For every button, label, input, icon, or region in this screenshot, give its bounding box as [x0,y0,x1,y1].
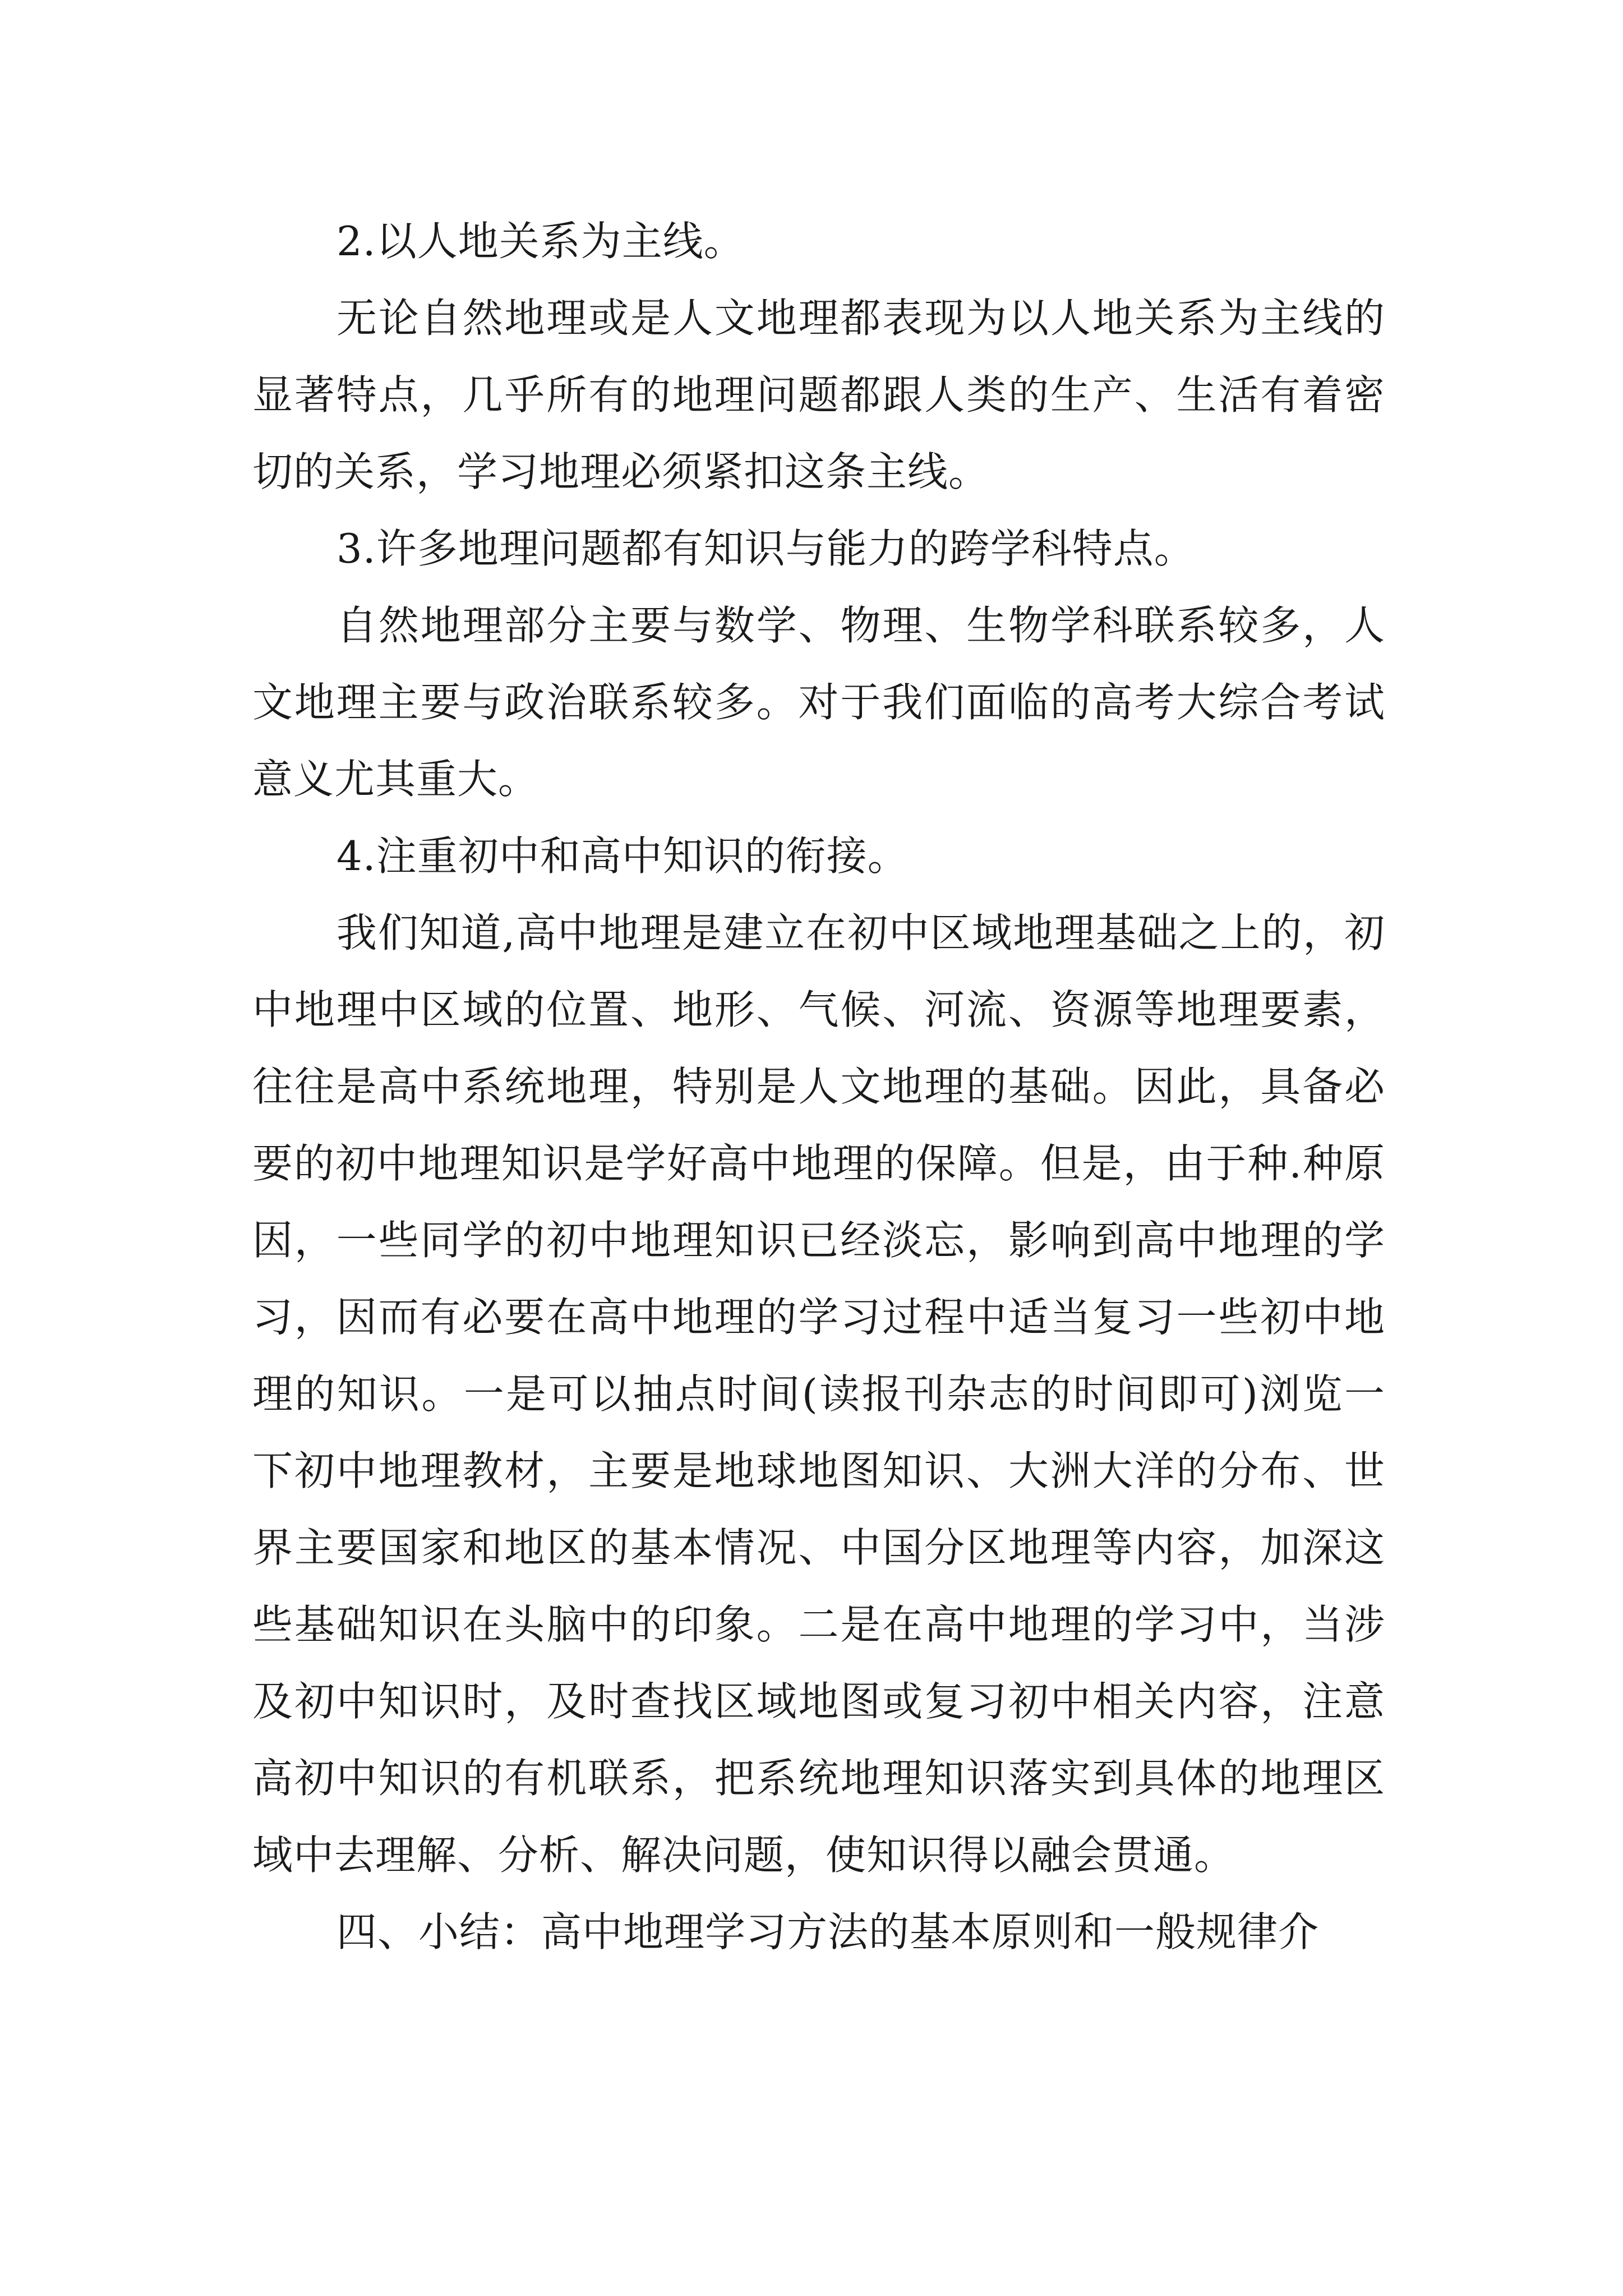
heading-summary: 四、小结：高中地理学习方法的基本原则和一般规律介 [336,1908,1320,1955]
heading-point-3: 3.许多地理问题都有知识与能力的跨学科特点。 [336,525,1195,572]
body-text [252,203,1385,1971]
paragraph-point-4: 我们知道,高中地理是建立在初中区域地理基础之上的，初中地理中区域的位置、地形、气候、河流、资源等地理要素，往往是高中系统地理，特别是人文地理的基础。因此，具备必要的初中地理知识是学好高中地理的保障。但是，由于种.种原因，一些同学的初中地理知识已经淡忘，影响到高中地理的学习，因而有必要在高中地理的学习过程中适当复习一些初中地理的知识。一是可以抽点时间(读报刊杂志的时间即可)浏览一下初中地理教材，主要是地球地图知识、大洲大洋的分布、世界主要国家和地区的基本情况、中国分区地理等内容，加深这些基础知识在头脑中的印象。二是在高中地理的学习中，当涉及初中知识时，及时查找区域地图或复习初中相关内容，注意高初中知识的有机联系，把系统地理知识落实到具体的地理区域中去理解、分析、解决问题，使知识得以融会贯通。 [252,909,1385,1879]
heading-point-4: 4.注重初中和高中知识的衔接。 [336,832,909,880]
paragraph-point-2: 无论自然地理或是人文地理都表现为以人地关系为主线的显著特点，几乎所有的地理问题都跟人类的生产、生活有着密切的关系，学习地理必须紧扣这条主线。 [252,295,1385,495]
paragraph-point-3: 自然地理部分主要与数学、物理、生物学科联系较多，人文地理主要与政治联系较多。对于我们面临的高考大综合考试意义尤其重大。 [252,602,1385,803]
heading-point-2: 2.以人地关系为主线。 [336,218,745,265]
